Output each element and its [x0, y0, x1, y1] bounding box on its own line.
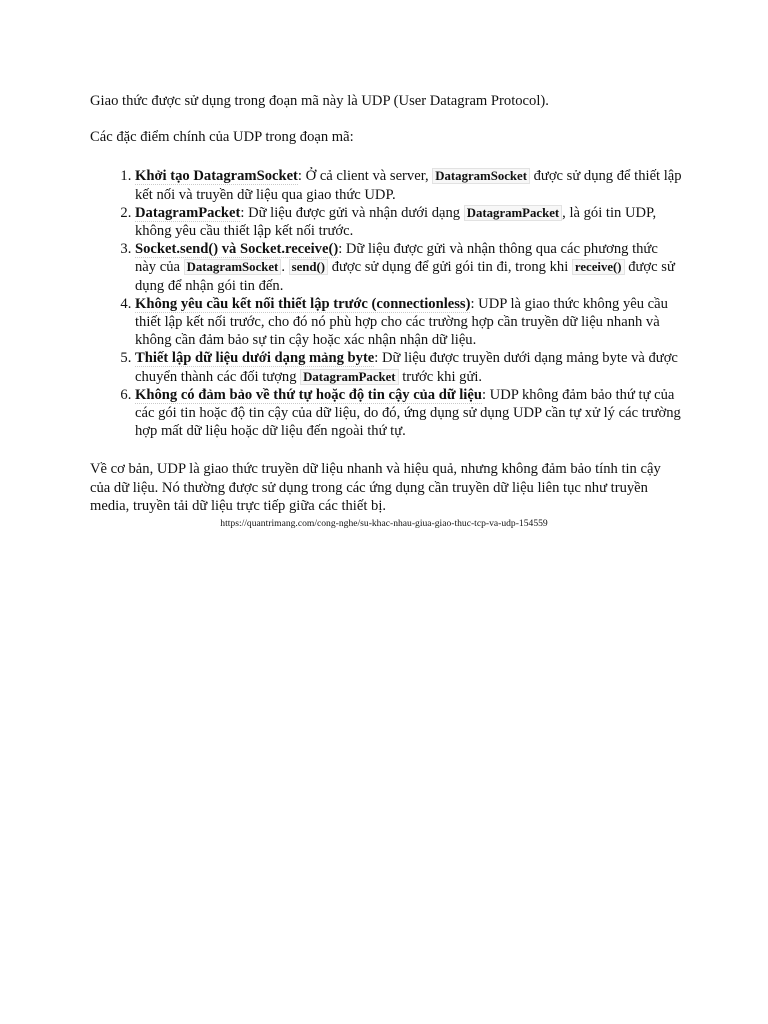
item-term: Thiết lập dữ liệu dưới dạng mảng byte [135, 350, 375, 367]
item-text: , là gói tin UDP, không yêu cầu thiết lập kết nối trước. [135, 204, 657, 240]
item-text: được sử dụng để nhận gói tin đến. [135, 259, 675, 294]
item-term: Không có đảm bảo về thứ tự hoặc độ tin cậy của dữ liệu [135, 386, 482, 403]
item-text: : UDP là giao thức không yêu cầu thiết lập kết nối trước, cho đó nó phù hợp cho các trường hợp cần truyền dữ liệu nhanh và không cần đảm bảo sự tin cậy hoặc xác nhận nhận dữ liệu. [135, 295, 668, 349]
source-url: https://quantrimang.com/cong-nghe/su-khac-nhau-giua-giao-thuc-tcp-va-udp-154559 [220, 518, 548, 529]
inline-code: receive() [572, 259, 625, 275]
inline-code: send() [289, 259, 328, 275]
inline-code: DatagramSocket [184, 259, 282, 275]
list-item [135, 295, 682, 350]
list-item [135, 349, 682, 385]
item-term: Khởi tạo DatagramSocket [135, 168, 298, 185]
item-text: được sử dụng để thiết lập kết nối và truyền dữ liệu qua giao thức UDP. [135, 168, 682, 203]
item-text: : Dữ liệu được gửi và nhận dưới dạng [240, 204, 464, 221]
inline-code: DatagramPacket [300, 369, 398, 385]
item-text: trước khi gửi. [398, 368, 483, 385]
list-lead-paragraph: Các đặc điểm chính của UDP trong đoạn mã: [90, 129, 354, 146]
item-term: DatagramPacket [135, 204, 241, 221]
inline-code: DatagramSocket [432, 168, 530, 184]
item-text: : Ở cả client và server, [297, 168, 433, 185]
item-text: : Dữ liệu được gửi và nhận thông qua các phương thức này của [135, 241, 658, 276]
item-term: Socket.send() và Socket.receive() [135, 241, 339, 258]
item-text: . [281, 259, 289, 276]
inline-code: DatagramPacket [464, 205, 562, 221]
summary-paragraph: Về cơ bản, UDP là giao thức truyền dữ liệu nhanh và hiệu quả, nhưng không đảm bảo tính tin cậy của dữ liệu. Nó thường được sử dụng trong các ứng dụng cần truyền dữ liệu liên tục như truyền media, truyền tải dữ liệu trực tiếp giữa các thiết bị. [90, 461, 661, 514]
list-item [135, 386, 682, 441]
list-item [135, 240, 682, 295]
item-text: được sử dụng để gửi gói tin đi, trong khi [328, 259, 572, 276]
feature-list [90, 167, 682, 440]
item-text: : UDP không đảm bảo thứ tự của các gói tin hoặc độ tin cậy của dữ liệu, do đó, ứng dụng sử dụng UDP cần tự xử lý các trường hợp mất dữ liệu hoặc dữ liệu đến ngoài thứ tự. [135, 386, 681, 440]
item-term: Không yêu cầu kết nối thiết lập trước (connectionless) [135, 295, 471, 312]
intro-paragraph: Giao thức được sử dụng trong đoạn mã này là UDP (User Datagram Protocol). [90, 93, 549, 109]
list-item [135, 204, 682, 240]
item-text: : Dữ liệu được truyền dưới dạng mảng byte và được chuyển thành các đối tượng [135, 350, 678, 385]
document-body [90, 92, 682, 515]
list-item [135, 167, 682, 203]
